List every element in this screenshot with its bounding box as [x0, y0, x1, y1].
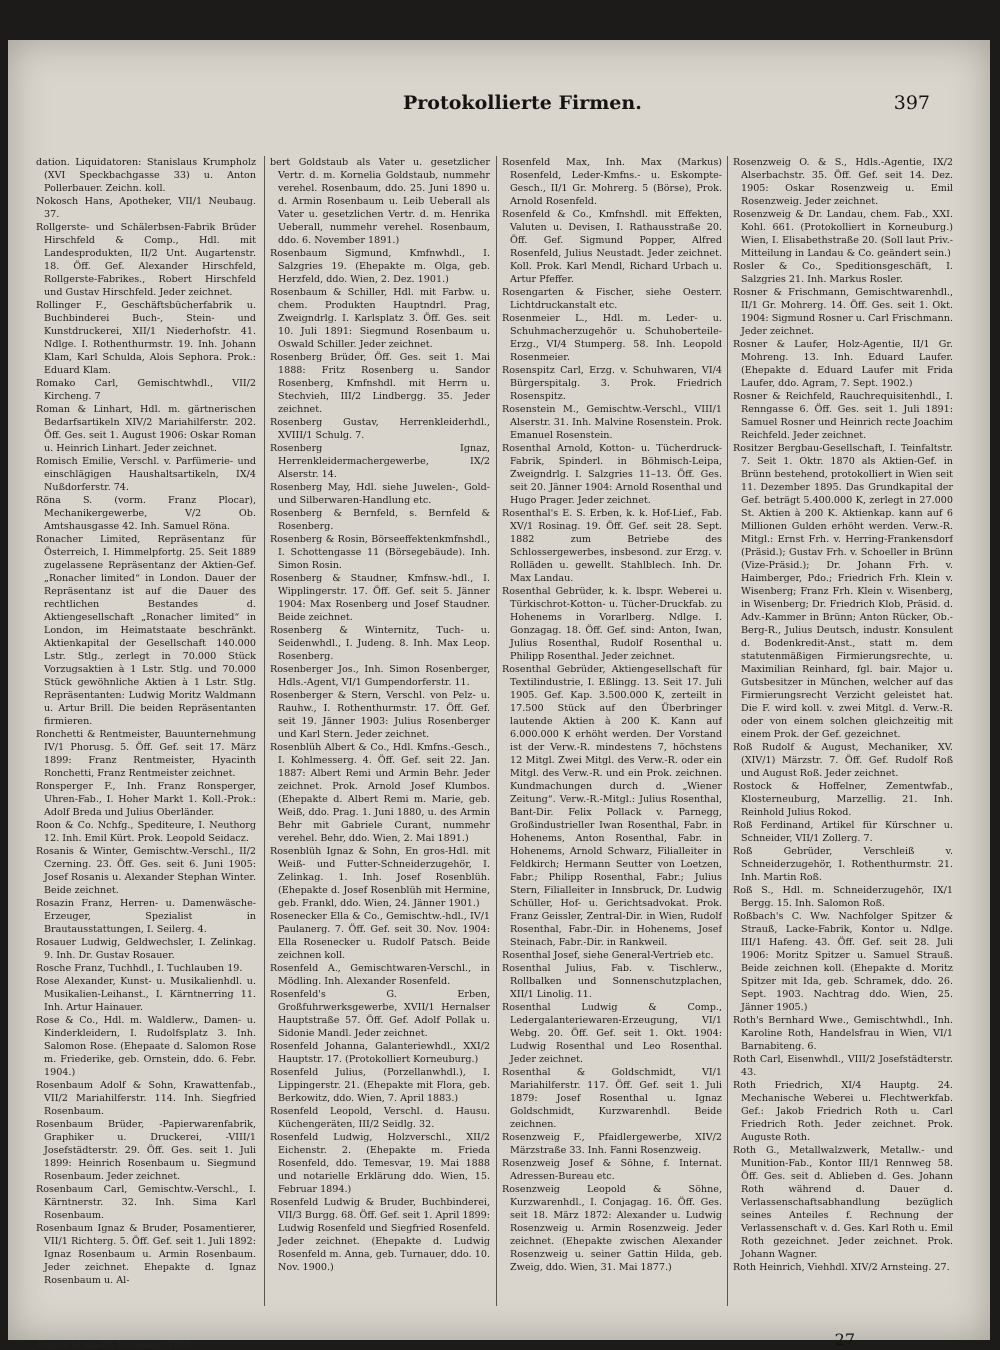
directory-entry: Rosenzweig Leopold & Söhne, Kurzwarenhdl., I. Conjagag. 16. Öff. Ges. seit 18. März 1872: Alexander u. Ludwig Rosenzweig u. Armin Rosenzweig. Jeder zeichnet. (Ehepakte zwischen Alexander Rosenzweig u. seiner Gattin Hilda, geb. Zweig, ddo. Wien, 31. Mai 1877.)	[502, 1184, 722, 1273]
directory-entry: Ronchetti & Rentmeister, Bauunternehmung IV/1 Phorusg. 5. Öff. Gef. seit 17. März 1899: Franz Rentmeister, Hyacinth Ronchetti, Franz Rentmeister zeichnet.	[36, 729, 256, 779]
directory-entry: Rosenfeld Ludwig, Holzverschl., XII/2 Eichenstr. 2. (Ehepakte m. Frieda Rosenfeld, ddo. Temesvar, 19. Mai 1888 und notarielle Erklärung ddo. Wien, 15. Februar 1894.)	[270, 1132, 490, 1195]
directory-entry: Rosenthal Ludwig & Comp., Ledergalanteriewaren-Erzeugung, VI/1 Webg. 20. Öff. Gef. seit 1. Okt. 1904: Ludwig Rosenthal und Leo Rosenthal. Jeder zeichnet.	[502, 1002, 722, 1065]
page-header	[8, 92, 990, 116]
directory-entry: Rosenfeld A., Gemischtwaren-Verschl., in Mödling. Inh. Alexander Rosenfeld.	[270, 963, 490, 987]
directory-entry: Rosenblüh Ignaz & Sohn, En gros-Hdl. mit Weiß- und Futter-Schneiderzugehör, I. Zelinkag. 1. Inh. Josef Rosenblüh. (Ehepakte d. Josef Rosenblüh mit Hermine, geb. Frankl, ddo. Wien, 24. Jänner 1901.)	[270, 846, 490, 909]
directory-entry: Rosenthal & Goldschmidt, VI/1 Mariahilferstr. 117. Öff. Gef. seit 1. Juli 1879: Josef Rosenthal u. Ignaz Goldschmidt, Kurzwarenhdl. Beide zeichnen.	[502, 1067, 722, 1130]
directory-entry: Rosenblüh Albert & Co., Hdl. Kmfns.-Gesch., I. Kohlmesserg. 4. Öff. Gef. seit 22. Jan. 1887: Albert Remi und Armin Behr. Jeder zeichnet. Prok. Arnold Josef Klumbos. (Ehepakte d. Albert Remi m. Marie, geb. Weiß, ddo. Prag. 1. Juni 1880, u. des Armin Behr mit Gabriele Curant, nummehr verehel. Behr, ddo. Wien, 2. Mai 1891.)	[270, 742, 490, 844]
directory-entry: Rosenthal Gebrüder, k. k. lbspr. Weberei u. Türkischrot-Kotton- u. Tücher-Druckfab. zu Hohenems in Vorarlberg. Ndlge. I. Gonzagag. 18. Öff. Gef. sind: Anton, Iwan, Julius Rosenthal, Rudolf Rosenthal u. Philipp Rosenthal. Jeder zeichnet.	[502, 586, 722, 662]
directory-entry: Rosenberg & Winternitz, Tuch- u. Seidenwhdl., I. Judeng. 8. Inh. Max Leop. Rosenberg.	[270, 625, 490, 662]
directory-entry: Rosengarten & Fischer, siehe Oesterr. Lichtdruckanstalt etc.	[502, 287, 722, 311]
directory-entry: Rosenberg & Staudner, Kmfnsw.-hdl., I. Wipplingerstr. 17. Öff. Gef. seit 5. Jänner 1904: Max Rosenberg und Josef Staudner. Beide zeichnet.	[270, 573, 490, 623]
directory-entry: Rosenbaum Sigmund, Kmfnwhdl., I. Salzgries 19. (Ehepakte m. Olga, geb. Herzfeld, ddo. Wien, 2. Dez. 1901.)	[270, 248, 490, 285]
directory-entry: Rose & Co., Hdl. m. Waldlerw., Damen- u. Kinderkleidern, I. Rudolfsplatz 3. Inh. Salomon Rose. (Ehepaate d. Salomon Rose m. Friederike, geb. Ornstein, ddo. 6. Febr. 1904.)	[36, 1015, 256, 1078]
directory-entry: Roman & Linhart, Hdl. m. gärtnerischen Bedarfsartikeln XIV/2 Mariahilferstr. 202. Öff. Ges. seit 1. August 1906: Oskar Roman u. Heinrich Linhart. Jeder zeichnet.	[36, 404, 256, 454]
directory-entry: Rosenberg May, Hdl. siehe Juwelen-, Gold- und Silberwaren-Handlung etc.	[270, 482, 490, 506]
column-rule	[496, 156, 497, 1306]
directory-entry: Rosenfeld Julius, (Porzellanwhdl.), I. Lippingerstr. 21. (Ehepakte mit Flora, geb. Berkowitz, ddo. Wien, 7. April 1883.)	[270, 1067, 490, 1104]
directory-entry: Rosenthal Julius, Fab. v. Tischlerw., Rollbalken und Sonnenschutzplachen, XII/1 Linolig. 11.	[502, 963, 722, 1000]
directory-entry: Rosenberg Ignaz, Herrenkleidermachergewerbe, IX/2 Alserstr. 14.	[270, 443, 490, 480]
directory-entry: Nokosch Hans, Apotheker, VII/1 Neubaug. 37.	[36, 196, 256, 220]
directory-entry: Rosner & Reichfeld, Rauchrequisitenhdl., I. Renngasse 6. Öff. Ges. seit 1. Juli 1891: Samuel Rosner und Heinrich recte Joachim Reichfeld. Jeder zeichnet.	[733, 391, 953, 441]
directory-entry: Rosenberg & Rosin, Börseeffektenkmfnshdl., I. Schottengasse 11 (Börsegebäude). Inh. Simon Rosin.	[270, 534, 490, 571]
directory-entry: Rosenbaum Ignaz & Bruder, Posamentierer, VII/1 Richterg. 5. Öff. Gef. seit 1. Juli 1892: Ignaz Rosenbaum u. Armin Rosenbaum. Jeder zeichnet. Ehepakte d. Ignaz Rosenbaum u. Al-	[36, 1223, 256, 1286]
directory-page	[8, 40, 990, 1350]
directory-entry: Ronsperger F., Inh. Franz Ronsperger, Uhren-Fab., I. Hoher Markt 1. Koll.-Prok.: Adolf Breda und Julius Oberländer.	[36, 781, 256, 818]
directory-entry: Rosenberg Gustav, Herrenkleiderhdl., XVIII/1 Schulg. 7.	[270, 417, 490, 441]
directory-entry: Rosenberg Brüder, Öff. Ges. seit 1. Mai 1888: Fritz Rosenberg u. Sandor Rosenberg, Kmfnshdl. mit Herrn u. Stechvieh, III/2 Lindbergg. 35. Jeder zeichnet.	[270, 352, 490, 415]
directory-entry: Rosenbaum Carl, Gemischtw.-Verschl., I. Kärntnerstr. 32. Inh. Sima Karl Rosenbaum.	[36, 1184, 256, 1221]
directory-entry: Rosenmeier L., Hdl. m. Leder- u. Schuhmacherzugehör u. Schuhoberteile-Erzg., VI/4 Stumperg. 58. Inh. Leopold Rosenmeier.	[502, 313, 722, 363]
directory-entry: Rosenzweig & Dr. Landau, chem. Fab., XXI. Kohl. 661. (Protokolliert in Korneuburg.) Wien, I. Elisabethstraße 20. (Soll laut Priv.-Mitteilung in Landau & Co. geändert sein.)	[733, 209, 953, 259]
directory-entry: Roß Ferdinand, Artikel für Kürschner u. Schneider, VII/1 Zollerg. 7.	[733, 820, 953, 844]
directory-entry: Rosenfeld Ludwig & Bruder, Buchbinderei, VII/3 Burgg. 68. Öff. Gef. seit 1. April 1899: Ludwig Rosenfeld und Siegfried Rosenfeld. Jeder zeichnet. (Ehepakte d. Ludwig Rosenfeld m. Anna, geb. Turnauer, ddo. 10. Nov. 1900.)	[270, 1197, 490, 1273]
directory-entry: Röna S. (vorm. Franz Plocar), Mechanikergewerbe, V/2 Ob. Amtshausgasse 42. Inh. Samuel Röna.	[36, 495, 256, 532]
directory-entry: Rosanis & Winter, Gemischtw.-Verschl., II/2 Czerning. 23. Öff. Ges. seit 6. Juni 1905: Josef Rosanis u. Alexander Stephan Winter. Beide zeichnet.	[36, 846, 256, 896]
column-rule	[727, 156, 728, 1306]
directory-entry: Rosenecker Ella & Co., Gemischtw.-hdl., IV/1 Paulanerg. 7. Öff. Gef. seit 30. Nov. 1904: Ella Rosenecker u. Rudolf Patsch. Beide zeichnen koll.	[270, 911, 490, 961]
directory-entry: bert Goldstaub als Vater u. gesetzlicher Vertr. d. m. Kornelia Goldstaub, nummehr verehel. Rosenbaum, ddo. 25. Juni 1890 u. d. Armin Rosenbaum u. Leib Ueberall als Vater u. gesetzlichen Vertr. d. m. Henrika Ueberall, nummehr verehel. Rosenbaum, ddo. 6. November 1891.)	[270, 157, 490, 246]
directory-entry: Roth Carl, Eisenwhdl., VIII/2 Josefstädterstr. 43.	[733, 1054, 953, 1078]
directory-entry: Roth's Bernhard Wwe., Gemischtwhdl., Inh. Karoline Roth, Handelsfrau in Wien, VI/1 Barnabiteng. 6.	[733, 1015, 953, 1052]
directory-entry: Rollinger F., Geschäftsbücherfabrik u. Buchbinderei Buch-, Stein- und Kunstdruckerei, XII/1 Niederhofstr. 41. Ndlge. I. Rothenthurmstr. 19. Inh. Johann Klam, Karl Schulda, Alois Sephora. Prok.: Eduard Klam.	[36, 300, 256, 376]
directory-entry: Roß S., Hdl. m. Schneiderzugehör, IX/1 Bergg. 15. Inh. Salomon Roß.	[733, 885, 953, 909]
directory-entry: Rosler & Co., Speditionsgeschäft, I. Salzgries 21. Inh. Markus Rosler.	[733, 261, 953, 285]
directory-entry: Rosenthal Arnold, Kotton- u. Tücherdruck-Fabrik, Spinderl. in Böhmisch-Leipa, Zweigndrlg. I. Salzgries 11–13. Öff. Ges. seit 20. Jänner 1904: Arnold Rosenthal und Hugo Prager. Jeder zeichnet.	[502, 443, 722, 506]
directory-entry: Roth Friedrich, XI/4 Hauptg. 24. Mechanische Weberei u. Flechtwerkfab. Gef.: Jakob Friedrich Roth u. Carl Friedrich Roth. Jeder zeichnet. Prok. Auguste Roth.	[733, 1080, 953, 1143]
directory-entry: Rosenfeld Leopold, Verschl. d. Hausu. Küchengeräten, III/2 Seidlg. 32.	[270, 1106, 490, 1130]
directory-entry: Romisch Emilie, Verschl. v. Parfümerie- und einschlägigen Haushaltsartikeln, IX/4 Nußdorferstr. 74.	[36, 456, 256, 493]
directory-entry: Rosenfeld's G. Erben, Großfuhrwerksgewerbe, XVII/1 Hernalser Hauptstraße 57. Öff. Gef. Adolf Pollak u. Sidonie Mandl. Jeder zeichnet.	[270, 989, 490, 1039]
directory-entry: Roth G., Metallwalzwerk, Metallw.- und Munition-Fab., Kontor III/1 Rennweg 58. Öff. Ges. seit d. Ablieben d. Ges. Johann Roth während d. Dauer d. Verlassenschaftsabhandlung bezüglich seines Anteiles f. Rechnung der Verlassenschaft v. d. Ges. Karl Roth u. Emil Roth gezeichnet. Jeder zeichnet. Prok. Johann Wagner.	[733, 1145, 953, 1260]
print-date-note: Gedruckt am 29. November 1906.	[38, 1340, 194, 1350]
directory-entry: Rosenbaum Brüder, -Papierwarenfabrik, Graphiker u. Druckerei, -VIII/1 Josefstädterstr. 29. Öff. Ges. seit 1. Juli 1899: Heinrich Rosenbaum u. Siegmund Rosenbaum. Jeder zeichnet.	[36, 1119, 256, 1182]
page-title: Protokollierte Firmen.	[403, 92, 642, 114]
directory-entry: Rosenzweig F., Pfaidlergewerbe, XIV/2 Märzstraße 33. Inh. Fanni Rosenzweig.	[502, 1132, 722, 1156]
directory-entry: Rosenthal Josef, siehe General-Vertrieb etc.	[502, 950, 714, 961]
directory-entry: Roßbach's C. Ww. Nachfolger Spitzer & Strauß, Lacke-Fabrik, Kontor u. Ndlge. III/1 Hafeng. 43. Öff. Gef. seit 28. Juli 1906: Moritz Spitzer u. Samuel Strauß. Beide zeichnen koll. (Ehepakte d. Moritz Spitzer mit Ida, geb. Schramek, ddo. 26. Sept. 1903. Nachtrag ddo. Wien, 25. Jänner 1905.)	[733, 911, 953, 1013]
directory-entry: Rosenfeld & Co., Kmfnshdl. mit Effekten, Valuten u. Devisen, I. Rathausstraße 20. Öff. Gef. Sigmund Popper, Alfred Rosenfeld, Julius Neustadt. Jeder zeichnet. Koll. Prok. Karl Mendl, Richard Urbach u. Artur Pfeffer.	[502, 209, 722, 285]
column-2	[270, 156, 490, 1336]
directory-entry: Roß Rudolf & August, Mechaniker, XV. (XIV/1) Märzstr. 7. Öff. Gef. Rudolf Roß und August Roß. Jeder zeichnet.	[733, 742, 953, 779]
directory-entry: Rosche Franz, Tuchhdl., I. Tuchlauben 19.	[36, 963, 243, 974]
directory-entry: Roth Heinrich, Viehhdl. XIV/2 Arnsteing. 27.	[733, 1262, 950, 1273]
directory-entry: Rositzer Bergbau-Gesellschaft, I. Teinfaltstr. 7. Seit 1. Oktr. 1870 als Aktien-Gef. in Brünn bestehend, protokolliert in Wien seit 11. Dezember 1895. Das Grundkapital der Gef. beträgt 5.400.000 K, zerlegt in 27.000 St. Aktien à 200 K. Aktienkap. kann auf 6 Millionen Gulden erhöht werden. Verw.-R. Mitgl.: Ernst Frh. v. Herring-Frankensdorf (Präsid.); Gustav Frh. v. Schoeller in Brünn (Vize-Präsid.); Dr. Johann Frh. v. Haimberger, Pdo.; Friedrich Frh. Klein v. Wisenberg; Franz Frh. Klein v. Wisenberg, in Wisenberg; Dr. Friedrich Klob, Präsid. d. Adv.-Kammer in Brünn; Anton Rücker, Ob.-Berg-R., Julius Deutsch, industr. Konsulent d. Bodenkredit-Anst., statt m. dem statutenmäßigen Firmierungsrechte, u. Maximilian Reinhard, fgl. bair. Major u. Gutsbesitzer in München, welcher auf das Firmierungsrecht Verzicht geleistet hat. Die F. wird koll. v. zwei Mitgl. d. Verw.-R. oder von einem solchen gleichzeitig mit einem Prok. der Gef. gezeichnet.	[733, 443, 953, 740]
directory-entry: Rosenberger & Stern, Verschl. von Pelz- u. Rauhw., I. Rothenthurmstr. 17. Öff. Gef. seit 19. Jänner 1903: Julius Rosenberger und Karl Stern. Jeder zeichnet.	[270, 690, 490, 740]
directory-entry: Rosenbaum & Schiller, Hdl. mit Farbw. u. chem. Produkten Hauptndrl. Prag, Zweigndrlg. I. Karlsplatz 3. Öff. Ges. seit 10. Juli 1891: Siegmund Rosenbaum u. Oswald Schiller. Jeder zeichnet.	[270, 287, 490, 350]
directory-entry: Rosenberger Jos., Inh. Simon Rosenberger, Hdls.-Agent, VI/1 Gumpendorferstr. 11.	[270, 664, 490, 688]
directory-entry: dation. Liquidatoren: Stanislaus Krumpholz (XVI Speckbachgasse 33) u. Anton Pollerbauer. Zeichn. koll.	[36, 157, 256, 194]
directory-entry: Rosenfeld Max, Inh. Max (Markus) Rosenfeld, Leder-Kmfns.- u. Eskompte-Gesch., II/1 Gr. Mohrerg. 5 (Börse), Prok. Arnold Rosenfeld.	[502, 157, 722, 207]
directory-entry: Rosenthal's E. S. Erben, k. k. Hof-Lief., Fab. XV/1 Rosinag. 19. Öff. Gef. seit 28. Sept. 1882 zum Betriebe des Schlossergewerbes, insbesond. zur Erzg. v. Rolläden u. gewellt. Stahlblech. Inh. Dr. Max Landau.	[502, 508, 722, 584]
directory-entry: Rosenzweig O. & S., Hdls.-Agentie, IX/2 Alserbachstr. 35. Öff. Gef. seit 14. Dez. 1905: Oskar Rosenzweig u. Emil Rosenzweig. Jeder zeichnet.	[733, 157, 953, 207]
directory-entry: Rosner & Frischmann, Gemischtwarenhdl., II/1 Gr. Mohrerg. 14. Öff. Ges. seit 1. Okt. 1904: Sigmund Rosner u. Carl Frischmann. Jeder zeichnet.	[733, 287, 953, 337]
directory-entry: Roon & Co. Nchfg., Spediteure, I. Neuthorg 12. Inh. Emil Kürt. Prok. Leopold Seidacz.	[36, 820, 256, 844]
column-4	[733, 156, 953, 1336]
sheet-number: 27	[834, 1330, 855, 1349]
column-3	[502, 156, 722, 1336]
directory-entry: Romako Carl, Gemischtwhdl., VII/2 Kircheng. 7	[36, 378, 256, 402]
directory-entry: Rostock & Hoffelner, Zementwfab., Klosterneuburg, Marzellig. 21. Inh. Reinhold Julius Rokod.	[733, 781, 953, 818]
directory-entry: Rollgerste- und Schälerbsen-Fabrik Brüder Hirschfeld & Comp., Hdl. mit Landesprodukten, II/2 Unt. Augartenstr. 18. Öff. Gef. Alexander Hirschfeld, Rollgerste-Fabrikes., Robert Hirschfeld und Gustav Hirschfeld. Jeder zeichnet.	[36, 222, 256, 298]
directory-entry: Rosenzweig Josef & Söhne, f. Internat. Adressen-Bureau etc.	[502, 1158, 722, 1182]
directory-entry: Rose Alexander, Kunst- u. Musikalienhdl. u. Musikalien-Leihanst., I. Kärntnerring 11. Inh. Artur Hainauer.	[36, 976, 256, 1013]
directory-entry: Rosauer Ludwig, Geldwechsler, I. Zelinkag. 9. Inh. Dr. Gustav Rosauer.	[36, 937, 256, 961]
column-rule	[264, 156, 265, 1306]
directory-entry: Rosenbaum Adolf & Sohn, Krawattenfab., VII/2 Mariahilferstr. 114. Inh. Siegfried Rosenbaum.	[36, 1080, 256, 1117]
directory-entry: Rosenberg & Bernfeld, s. Bernfeld & Rosenberg.	[270, 508, 490, 532]
directory-entry: Rosner & Laufer, Holz-Agentie, II/1 Gr. Mohreng. 13. Inh. Eduard Laufer. (Ehepakte d. Eduard Laufer mit Frida Laufer, ddo. Agram, 7. Sept. 1902.)	[733, 339, 953, 389]
column-1	[36, 156, 256, 1336]
directory-entry: Rosazin Franz, Herren- u. Damenwäsche-Erzeuger, Spezialist in Brautausstattungen, I. Seilerg. 4.	[36, 898, 256, 935]
directory-entry: Rosenstein M., Gemischtw.-Verschl., VIII/1 Alserstr. 31. Inh. Malvine Rosenstein. Prok. Emanuel Rosenstein.	[502, 404, 722, 441]
directory-entry: Roß Gebrüder, Verschleiß v. Schneiderzugehör, I. Rothenthurmstr. 21. Inh. Martin Roß.	[733, 846, 953, 883]
directory-entry: Rosenspitz Carl, Erzg. v. Schuhwaren, VI/4 Bürgerspitalg. 3. Prok. Friedrich Rosenspitz.	[502, 365, 722, 402]
directory-entry: Rosenfeld Johanna, Galanteriewhdl., XXI/2 Hauptstr. 17. (Protokolliert Korneuburg.)	[270, 1041, 490, 1065]
page-number: 397	[893, 92, 930, 114]
directory-entry: Rosenthal Gebrüder, Aktiengesellschaft für Textilindustrie, I. Eßlingg. 13. Seit 17. Juli 1905. Gef. Kap. 3.500.000 K, zerteilt in 17.500 Stück auf den Überbringer lautende Aktien à 200 K. Kann auf 6.000.000 K erhöht werden. Der Vorstand ist der Verw.-R. mindestens 7, höchstens 12 Mitgl. Zwei Mitgl. des Verw.-R. oder ein Mitgl. des Verw.-R. und ein Prok. zeichnen. Kundmachungen durch d. „Wiener Zeitung“. Verw.-R.-Mitgl.: Julius Rosenthal, Bant-Dir. Felix Pollack v. Parnegg, Großindustrieller Iwan Rosenthal, Fabr. in Hohenems, Anton Rosenthal, Fabr. in Hohenems, Arnold Schwarz, Filialleiter in Feldkirch; Hermann Seutter von Loetzen, Fabr.; Philipp Rosenthal, Fabr.; Julius Stern, Filialleiter in Innsbruck, Dr. Ludwig Schüller, Hof- u. Gerichtsadvokat. Prok. Franz Geissler, Zentral-Dir. in Wien, Rudolf Rosenthal, Fabr.-Dir. in Hohenems, Josef Steinach, Fabr.-Dir. in Rankweil.	[502, 664, 722, 948]
directory-entry: Ronacher Limited, Repräsentanz für Österreich, I. Himmelpfortg. 25. Seit 1889 zugelassene Repräsentanz der Aktien-Gef. „Ronacher limited“ in London. Dauer der Repräsentanz ist auf die Dauer des rechtlichen Bestandes d. Aktiengesellschaft „Ronacher limited“ in London, im Heimatstaate beschränkt. Aktienkapital der Gesellschaft 140.000 Lstr. Stlg., zerlegt in 70.000 Stück Vorzugsaktien à 1 Lstr. Stlg. und 70.000 Stück gewöhnliche Aktien à 1 Lstr. Stlg. Repräsentanten: Ludwig Moritz Waldmann u. Artur Brill. Die beiden Repräsentanten firmieren.	[36, 534, 256, 727]
